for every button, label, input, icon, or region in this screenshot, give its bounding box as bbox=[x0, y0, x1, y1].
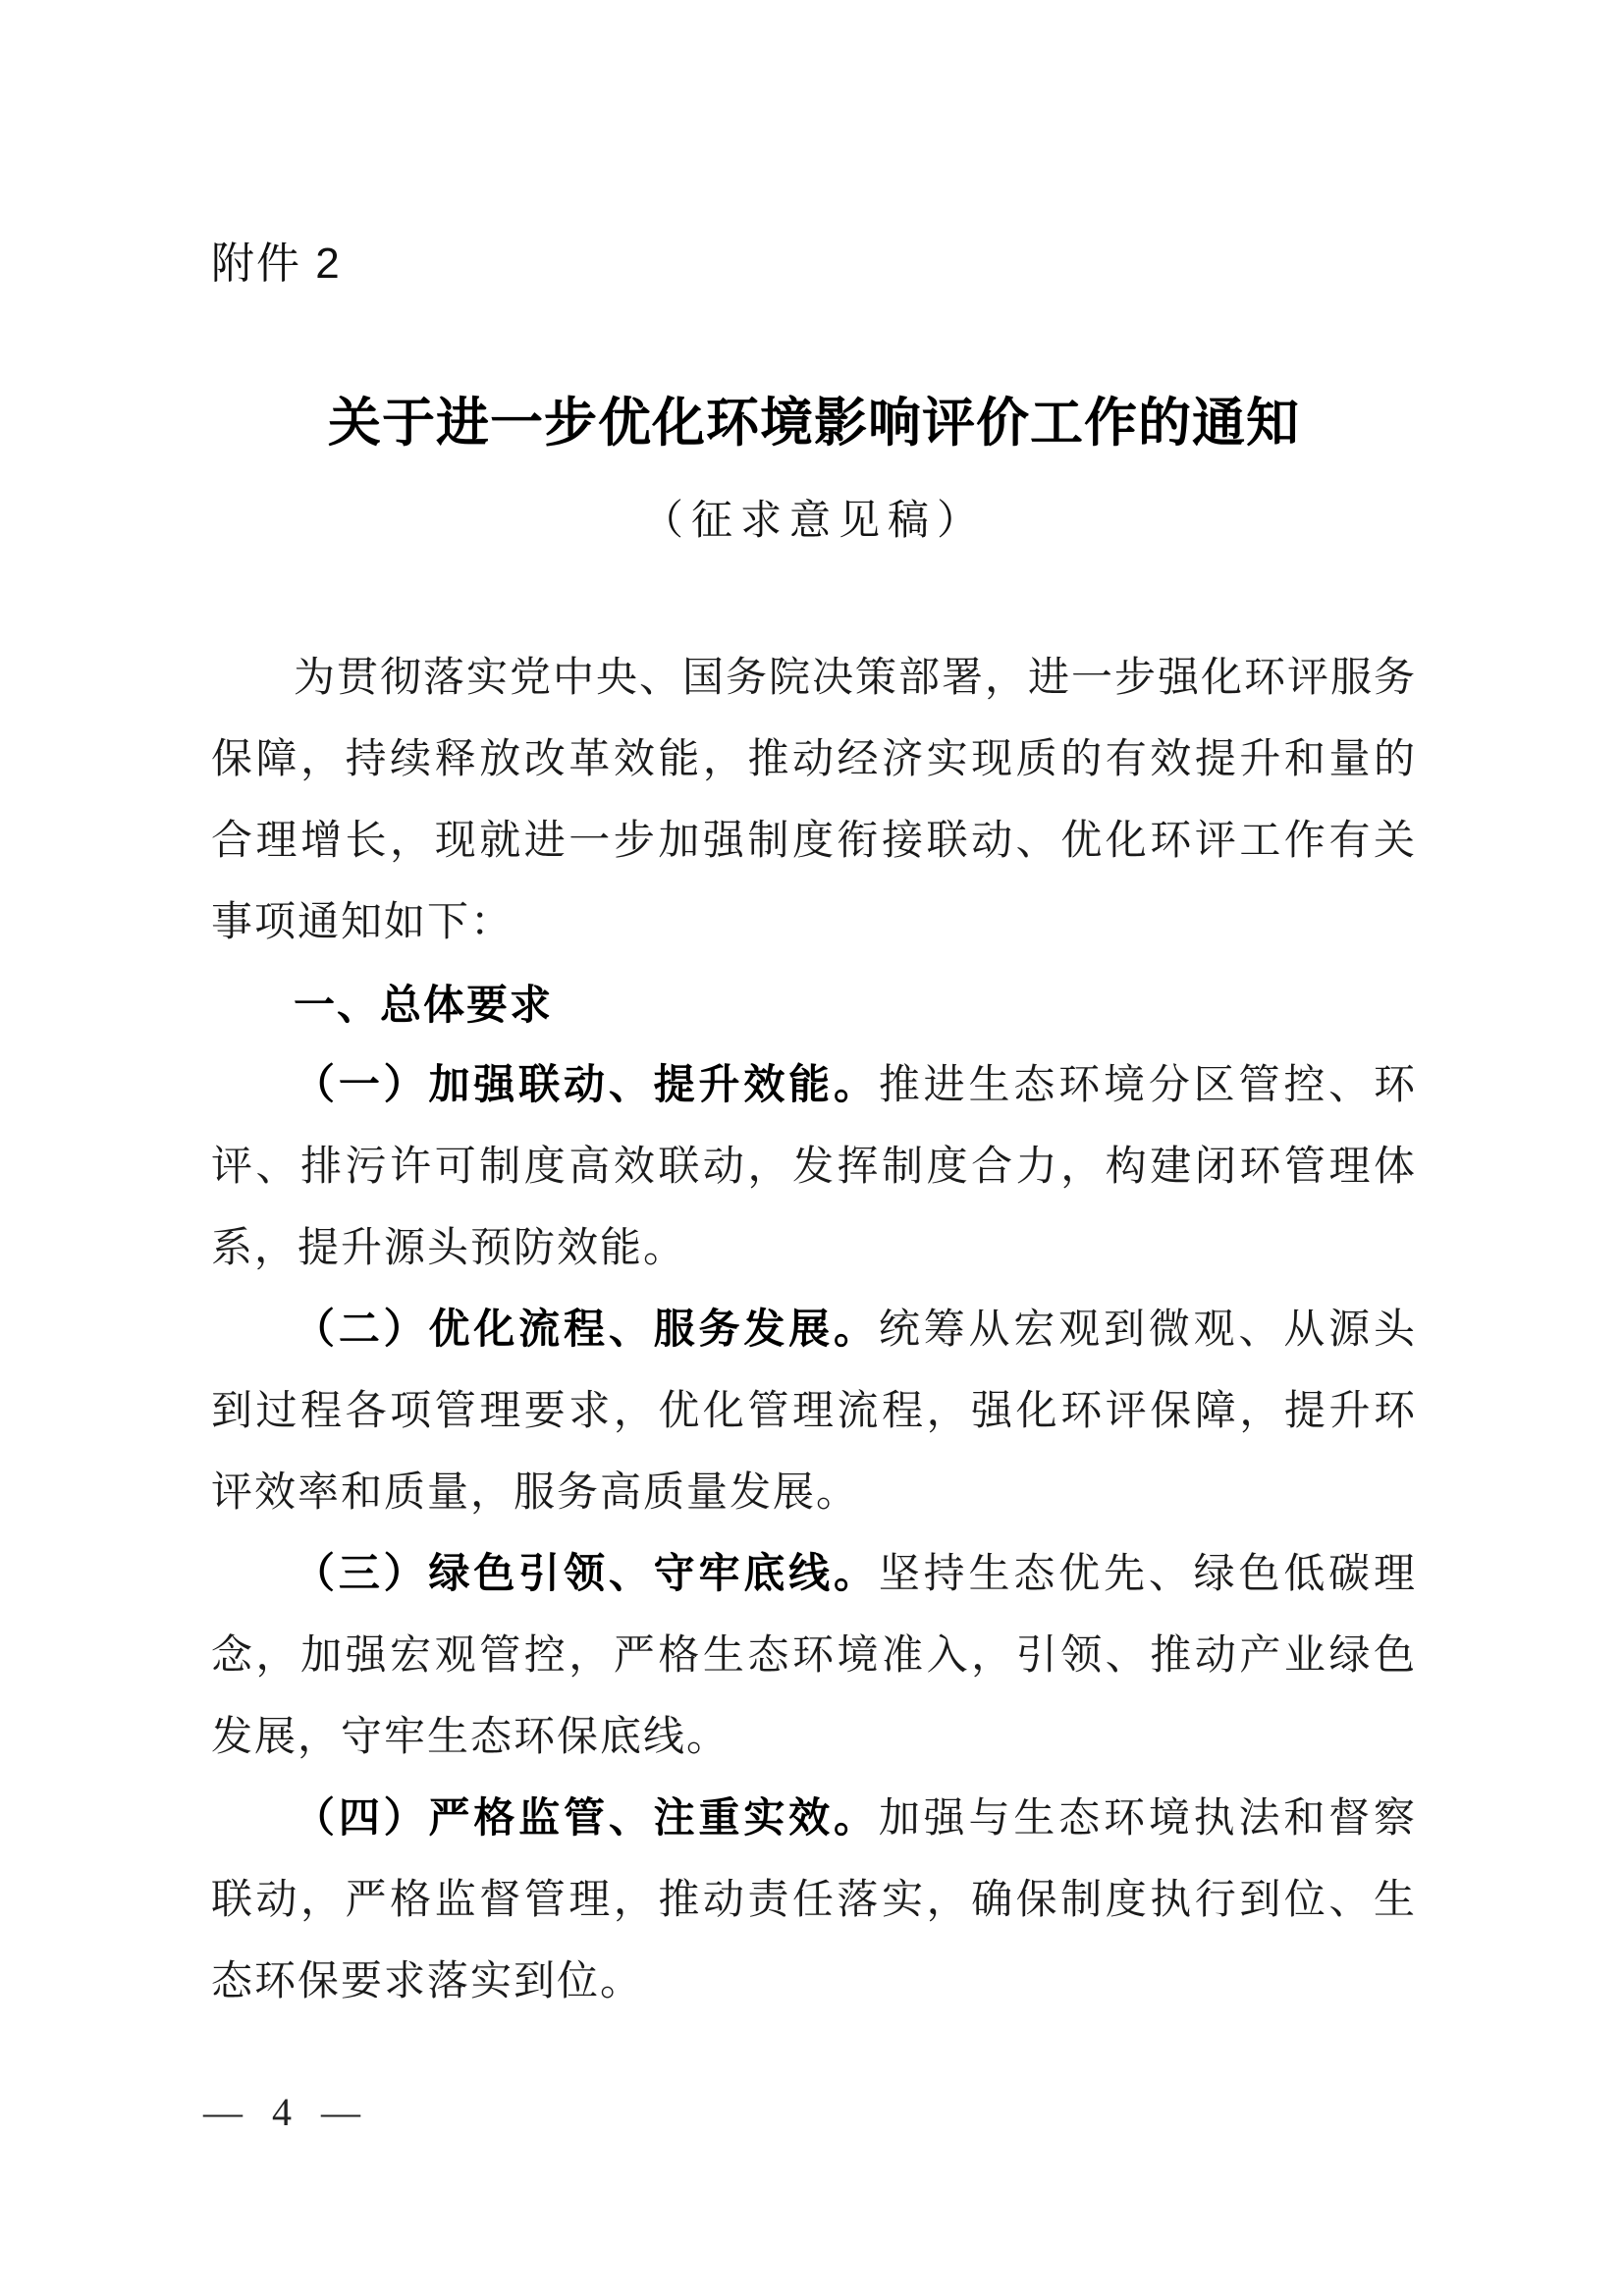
document-subtitle: （征求意见稿） bbox=[641, 499, 986, 544]
page-number: — 4 — bbox=[203, 2090, 370, 2134]
document-body bbox=[211, 638, 1417, 2023]
clause-label-2: （二）优化流程、服务发展。 bbox=[294, 1308, 879, 1353]
clause-label-4: （四）严格监管、注重实效。 bbox=[294, 1796, 879, 1842]
clause-paragraph-4 bbox=[211, 1779, 1417, 2023]
clause-paragraph-1 bbox=[211, 1045, 1417, 1290]
clause-paragraph-2 bbox=[211, 1290, 1417, 1534]
attachment-label: 附件 2 bbox=[211, 240, 342, 288]
document-title: 关于进一步优化环境影响评价工作的通知 bbox=[328, 394, 1300, 453]
clause-text-1: 推进生态环境分区管控、环评、排污许可制度高效联动，发挥制度合力，构建闭环管理体系，提升源头预防效能。 bbox=[211, 1063, 1417, 1271]
intro-paragraph: 为贯彻落实党中央、国务院决策部署，进一步强化环评服务保障，持续释放改革效能，推动经济实现质的有效提升和量的合理增长，现就进一步加强制度衔接联动、优化环评工作有关事项通知如下： bbox=[211, 656, 1418, 945]
clause-label-3: （三）绿色引领、守牢底线。 bbox=[294, 1552, 879, 1597]
clause-text-3: 坚持生态优先、绿色低碳理念，加强宏观管控，严格生态环境准入，引领、推动产业绿色发展，守牢生态环保底线。 bbox=[211, 1552, 1417, 1760]
clause-text-4: 加强与生态环境执法和督察联动，严格监督管理，推动责任落实，确保制度执行到位、生态环保要求落实到位。 bbox=[211, 1796, 1417, 2004]
clause-label-1: （一）加强联动、提升效能。 bbox=[294, 1063, 879, 1108]
clause-paragraph-3 bbox=[211, 1534, 1417, 1779]
clause-text-2: 统筹从宏观到微观、从源头到过程各项管理要求，优化管理流程，强化环评保障，提升环评效率和质量，服务高质量发展。 bbox=[211, 1308, 1417, 1516]
section-heading: 一、总体要求 bbox=[294, 982, 554, 1028]
